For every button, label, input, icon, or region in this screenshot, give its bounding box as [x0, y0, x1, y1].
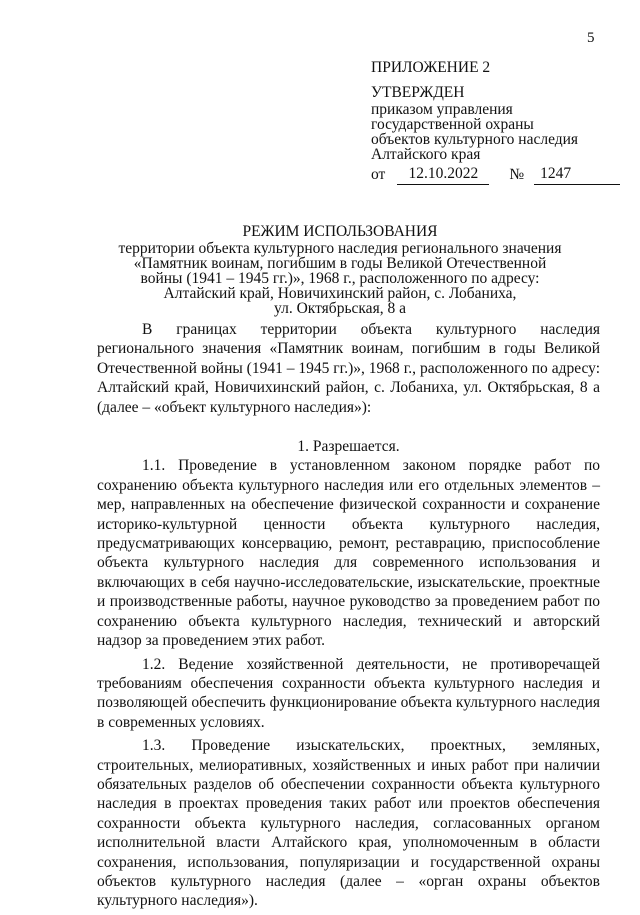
intro-paragraph: В границах территории объекта культурного наследия регионального значения «Памятник воинам, погибшим в годы Великой Отечественной войны (1941 – 1945 гг.)», 1968 г., расположенного по адресу: Алтайский край, Новичихинский район, с. Лобаниха, ул. Октябрьская, 8 а (далее – «объект культурного наследия»): — [97, 321, 600, 416]
order-line: государственной охраны — [371, 116, 534, 134]
document-title — [100, 223, 580, 316]
order-reference — [371, 102, 621, 162]
from-label: от — [371, 166, 386, 184]
title-line: «Памятник воинам, погибшим в годы Великой Отечественной — [133, 255, 547, 272]
section-title: 1. Разрешается. — [297, 438, 400, 456]
title-line: ул. Октябрьская, 8 а — [274, 300, 406, 317]
clause-1-2: 1.2. Ведение хозяйственной деятельности, не противоречащей требованиям обеспечения сохранности объекта культурного наследия и позволяющей обеспечить функционирование объекта культурного наследия в современных условиях. — [97, 655, 600, 731]
order-line: приказом управления — [371, 101, 513, 119]
order-date: 12.10.2022 — [397, 164, 489, 184]
title-line: войны (1941 – 1945 гг.)», 1968 г., расположенного по адресу: — [140, 270, 540, 287]
page-number: 5 — [587, 30, 595, 46]
order-number: 1247 — [534, 164, 620, 184]
clause-1-3: 1.3. Проведение изыскательских, проектных, земляных, строительных, мелиоративных, хозяйственных и иных работ при наличии обязательных разделов об обеспечении сохранности объекта культурного наследия в проектах проведения таких работ или проектов обеспечения сохранности объекта культурного наследия, согласованных органом исполнительной власти Алтайского края, уполномоченным в области сохранения, использования, популяризации и государственной охраны объектов культурного наследия (далее – «орган охраны объектов культурного наследия»). — [97, 737, 600, 910]
appendix-label: ПРИЛОЖЕНИЕ 2 — [371, 59, 491, 76]
order-line: объектов культурного наследия — [371, 131, 579, 149]
approval-block — [371, 58, 621, 185]
title-heading: РЕЖИМ ИСПОЛЬЗОВАНИЯ — [242, 223, 438, 240]
approved-label: УТВЕРЖДЕН — [371, 84, 465, 102]
number-sign: № — [509, 166, 525, 184]
title-line: территории объекта культурного наследия регионального значения — [118, 240, 562, 257]
title-line: Алтайский край, Новичихинский район, с. Лобаниха, — [163, 285, 517, 302]
order-date-number-row — [371, 164, 621, 184]
clause-1-1: 1.1. Проведение в установленном законом порядке работ по сохранению объекта культурного наследия или его отдельных элементов – мер, направленных на обеспечение физической сохранности и сохранение историко-культурной ценности объекта культурного наследия, предусматривающих консервацию, ремонт, реставрацию, приспособление объекта культурного наследия для современного использования и включающих в себя научно-исследовательские, изыскательские, проектные и производственные работы, научное руководство за проведением работ по сохранению объекта культурного наследия, технический и авторский надзор за проведением этих работ. — [97, 457, 600, 650]
document-body — [97, 320, 600, 915]
order-line: Алтайского края — [371, 146, 481, 164]
